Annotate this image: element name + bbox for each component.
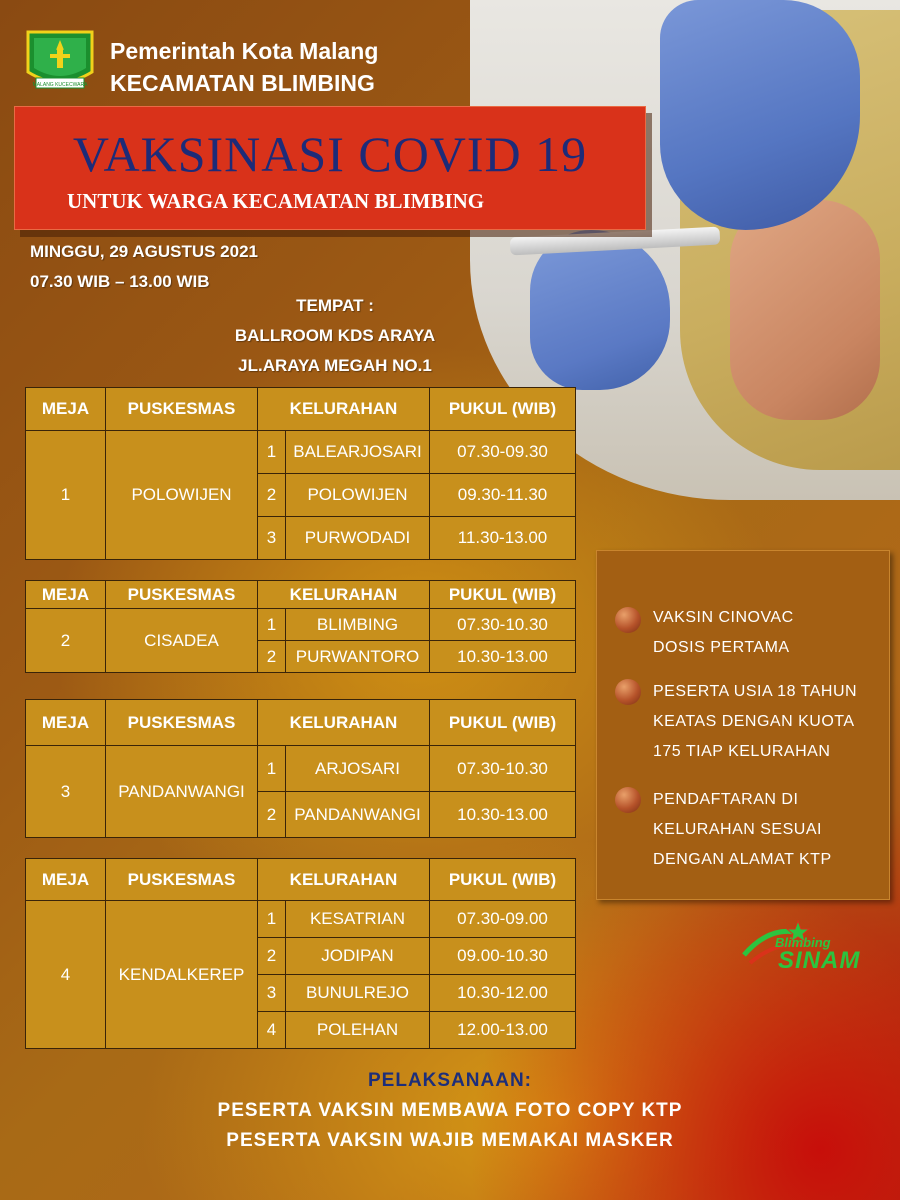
- header-kelurahan: KELURAHAN: [258, 859, 430, 901]
- title-banner: [14, 106, 646, 230]
- header-pukul: PUKUL (WIB): [430, 581, 576, 609]
- meja-number: 2: [26, 609, 106, 673]
- header-meja: MEJA: [26, 581, 106, 609]
- row-number: 1: [258, 431, 286, 474]
- main-title: VAKSINASI COVID 19: [72, 126, 588, 182]
- info-line: PENDAFTARAN DI: [653, 791, 799, 808]
- time-slot: 09.30-11.30: [430, 474, 576, 517]
- title-subtitle: UNTUK WARGA KECAMATAN BLIMBING: [67, 189, 485, 213]
- info-line: KELURAHAN SESUAI: [653, 821, 822, 838]
- kelurahan-name: BLIMBING: [286, 609, 430, 641]
- event-time: 07.30 WIB – 13.00 WIB: [30, 272, 210, 291]
- row-number: 4: [258, 1012, 286, 1049]
- sinam-subtitle: Blimbing: [775, 935, 831, 950]
- place-name: BALLROOM KDS ARAYA: [234, 326, 436, 345]
- time-slot: 07.30-09.30: [430, 431, 576, 474]
- info-line: KEATAS DENGAN KUOTA: [653, 713, 855, 730]
- info-item-participants: [653, 677, 857, 767]
- table-row: [26, 609, 576, 641]
- row-number: 2: [258, 938, 286, 975]
- header-kelurahan: KELURAHAN: [258, 388, 430, 431]
- schedule-table-meja-2: [25, 580, 576, 673]
- kelurahan-name: PURWANTORO: [286, 641, 430, 673]
- header-pukul: PUKUL (WIB): [430, 859, 576, 901]
- row-number: 1: [258, 609, 286, 641]
- puskesmas-name: PANDANWANGI: [106, 746, 258, 838]
- place-label: TEMPAT :: [296, 296, 374, 315]
- time-slot: 07.30-10.30: [430, 609, 576, 641]
- malang-city-emblem-icon: [24, 28, 96, 92]
- header-district-name: KECAMATAN BLIMBING: [110, 70, 375, 96]
- info-item-registration: [653, 785, 832, 875]
- bullet-icon: [615, 679, 641, 705]
- time-slot: 10.30-13.00: [430, 792, 576, 838]
- table-header-row: [26, 700, 576, 746]
- patient-shoulder: [730, 200, 880, 420]
- time-slot: 12.00-13.00: [430, 1012, 576, 1049]
- header-kelurahan: KELURAHAN: [258, 700, 430, 746]
- schedule-table-meja-3: [25, 699, 576, 838]
- info-line: DENGAN ALAMAT KTP: [653, 851, 832, 868]
- blimbing-sinam-logo: [740, 915, 870, 975]
- bullet-icon: [615, 607, 641, 633]
- time-slot: 07.30-09.00: [430, 901, 576, 938]
- info-box: [596, 550, 890, 900]
- footer-label: PELAKSANAAN:: [368, 1070, 532, 1091]
- info-line: DOSIS PERTAMA: [653, 639, 790, 656]
- header-government-name: Pemerintah Kota Malang: [110, 38, 379, 64]
- header-puskesmas: PUSKESMAS: [106, 700, 258, 746]
- meja-number: 3: [26, 746, 106, 838]
- kelurahan-name: PURWODADI: [286, 517, 430, 560]
- row-number: 3: [258, 975, 286, 1012]
- emblem-caption: MALANG KUCECWARA: [32, 82, 88, 88]
- table-header-row: [26, 388, 576, 431]
- kelurahan-name: POLEHAN: [286, 1012, 430, 1049]
- row-number: 3: [258, 517, 286, 560]
- kelurahan-name: BUNULREJO: [286, 975, 430, 1012]
- gloved-hand-lower: [530, 230, 670, 390]
- kelurahan-name: PANDANWANGI: [286, 792, 430, 838]
- row-number: 1: [258, 901, 286, 938]
- kelurahan-name: KESATRIAN: [286, 901, 430, 938]
- header-pukul: PUKUL (WIB): [430, 388, 576, 431]
- schedule-table-meja-4: [25, 858, 576, 1049]
- meja-number: 4: [26, 901, 106, 1049]
- sinam-title: SINAM: [778, 947, 861, 974]
- header-meja: MEJA: [26, 388, 106, 431]
- time-slot: 11.30-13.00: [430, 517, 576, 560]
- table-header-row: [26, 859, 576, 901]
- time-slot: 10.30-13.00: [430, 641, 576, 673]
- schedule-table-meja-1: [25, 387, 576, 560]
- header-puskesmas: PUSKESMAS: [106, 859, 258, 901]
- table-header-row: [26, 581, 576, 609]
- time-slot: 10.30-12.00: [430, 975, 576, 1012]
- puskesmas-name: POLOWIJEN: [106, 431, 258, 560]
- bullet-icon: [615, 787, 641, 813]
- footer-line-1: PESERTA VAKSIN MEMBAWA FOTO COPY KTP: [217, 1100, 683, 1121]
- header-meja: MEJA: [26, 700, 106, 746]
- row-number: 1: [258, 746, 286, 792]
- row-number: 2: [258, 474, 286, 517]
- info-line: PESERTA USIA 18 TAHUN: [653, 683, 858, 700]
- footer-line-2: PESERTA VAKSIN WAJIB MEMAKAI MASKER: [226, 1130, 674, 1151]
- row-number: 2: [258, 792, 286, 838]
- info-line: 175 TIAP KELURAHAN: [653, 743, 831, 760]
- puskesmas-name: CISADEA: [106, 609, 258, 673]
- time-slot: 07.30-10.30: [430, 746, 576, 792]
- header-puskesmas: PUSKESMAS: [106, 388, 258, 431]
- table-row: [26, 431, 576, 474]
- header-pukul: PUKUL (WIB): [430, 700, 576, 746]
- event-date: MINGGU, 29 AGUSTUS 2021: [30, 242, 258, 261]
- time-slot: 09.00-10.30: [430, 938, 576, 975]
- table-row: [26, 901, 576, 938]
- header-kelurahan: KELURAHAN: [258, 581, 430, 609]
- place-address: JL.ARAYA MEGAH NO.1: [238, 356, 432, 375]
- kelurahan-name: ARJOSARI: [286, 746, 430, 792]
- kelurahan-name: POLOWIJEN: [286, 474, 430, 517]
- row-number: 2: [258, 641, 286, 673]
- puskesmas-name: KENDALKEREP: [106, 901, 258, 1049]
- info-item-vaccine: [653, 603, 794, 663]
- header-puskesmas: PUSKESMAS: [106, 581, 258, 609]
- table-row: [26, 746, 576, 792]
- header-meja: MEJA: [26, 859, 106, 901]
- kelurahan-name: JODIPAN: [286, 938, 430, 975]
- info-line: VAKSIN CINOVAC: [653, 609, 794, 626]
- kelurahan-name: BALEARJOSARI: [286, 431, 430, 474]
- meja-number: 1: [26, 431, 106, 560]
